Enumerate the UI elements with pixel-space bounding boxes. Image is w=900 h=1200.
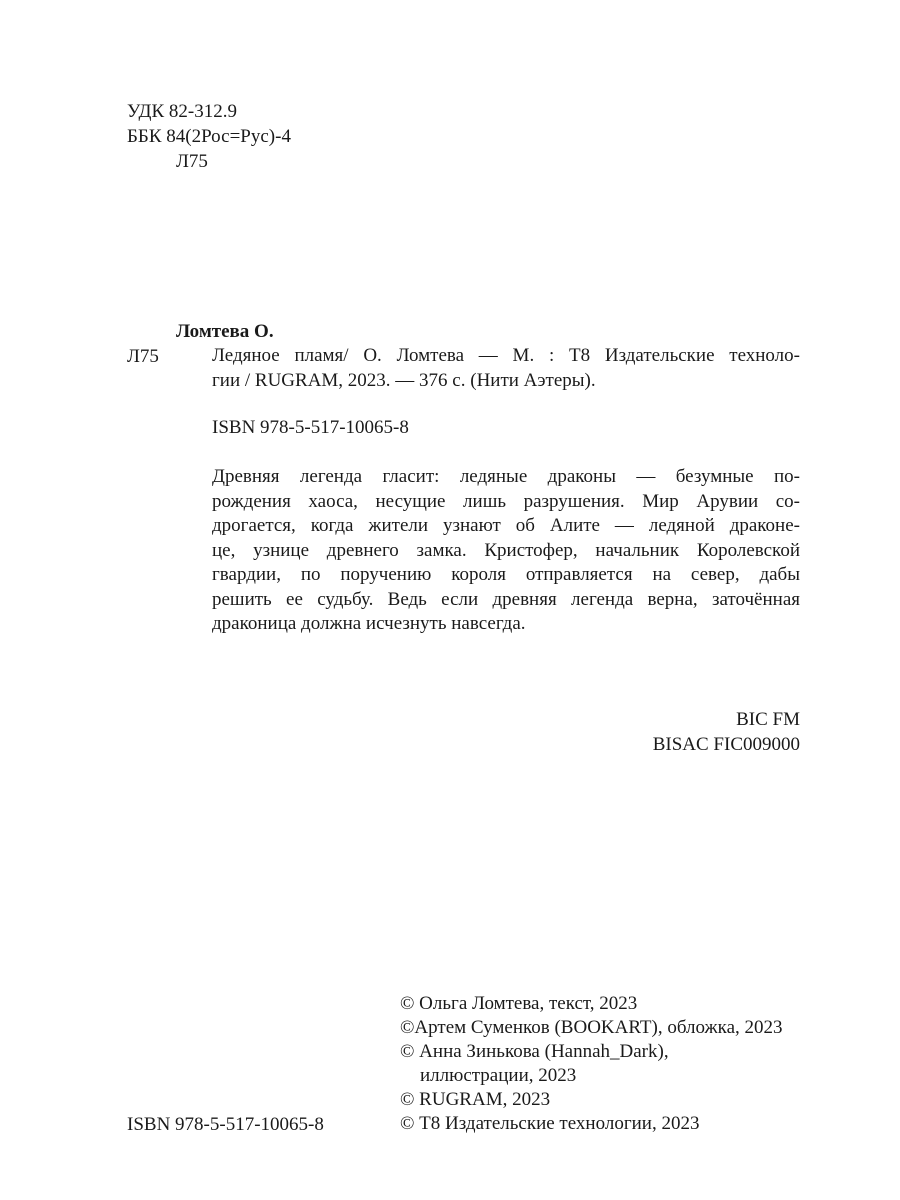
annotation-line: рождения хаоса, несущие лишь разрушения. Мир Арувии со- bbox=[212, 490, 800, 512]
annotation bbox=[212, 465, 800, 637]
copyright-line: © RUGRAM, 2023 bbox=[400, 1089, 551, 1110]
catalog-isbn: ISBN 978-5-517-10065-8 bbox=[212, 417, 409, 438]
annotation-line: дрогается, когда жители узнают об Алите — ледяной драконе- bbox=[212, 515, 800, 536]
bibliographic-line: Ледяное пламя/ О. Ломтева — М. : Т8 Издательские техноло- bbox=[212, 345, 800, 366]
copyright-line: © Т8 Издательские технологии, 2023 bbox=[400, 1113, 700, 1134]
copyright-line: ©Артем Суменков (BOOKART), обложка, 2023 bbox=[400, 1017, 783, 1038]
author-sign-header: Л75 bbox=[176, 151, 208, 172]
author-heading: Ломтева О. bbox=[176, 321, 274, 342]
copyright-line: иллюстрации, 2023 bbox=[420, 1065, 577, 1086]
bibliographic-line: гии / RUGRAM, 2023. — 376 с. (Нити Аэтеры). bbox=[212, 369, 596, 391]
bisac-code: BISAC FIC009000 bbox=[652, 734, 800, 755]
annotation-line: гвардии, по поручению короля отправляется на север, дабы bbox=[212, 564, 800, 585]
copyright-list bbox=[400, 992, 820, 1136]
annotation-line: драконица должна исчезнуть навсегда. bbox=[212, 613, 526, 634]
annotation-line: Древняя легенда гласит: ледяные драконы — безумные по- bbox=[212, 466, 800, 487]
udk-code: УДК 82-312.9 bbox=[127, 101, 237, 122]
bic-code: BIC FM bbox=[736, 709, 800, 730]
author-sign: Л75 bbox=[127, 346, 159, 367]
footer-isbn: ISBN 978-5-517-10065-8 bbox=[127, 1114, 324, 1135]
annotation-line: це, узнице древнего замка. Кристофер, начальник Королевской bbox=[212, 539, 800, 561]
copyright-line: © Анна Зинькова (Hannah_Dark), bbox=[400, 1041, 669, 1062]
copyright-line: © Ольга Ломтева, текст, 2023 bbox=[400, 993, 638, 1014]
annotation-line: решить ее судьбу. Ведь если древняя легенда верна, заточённая bbox=[212, 588, 800, 610]
bbk-code: ББК 84(2Рос=Рус)-4 bbox=[127, 126, 291, 147]
bibliographic-description bbox=[212, 344, 800, 393]
